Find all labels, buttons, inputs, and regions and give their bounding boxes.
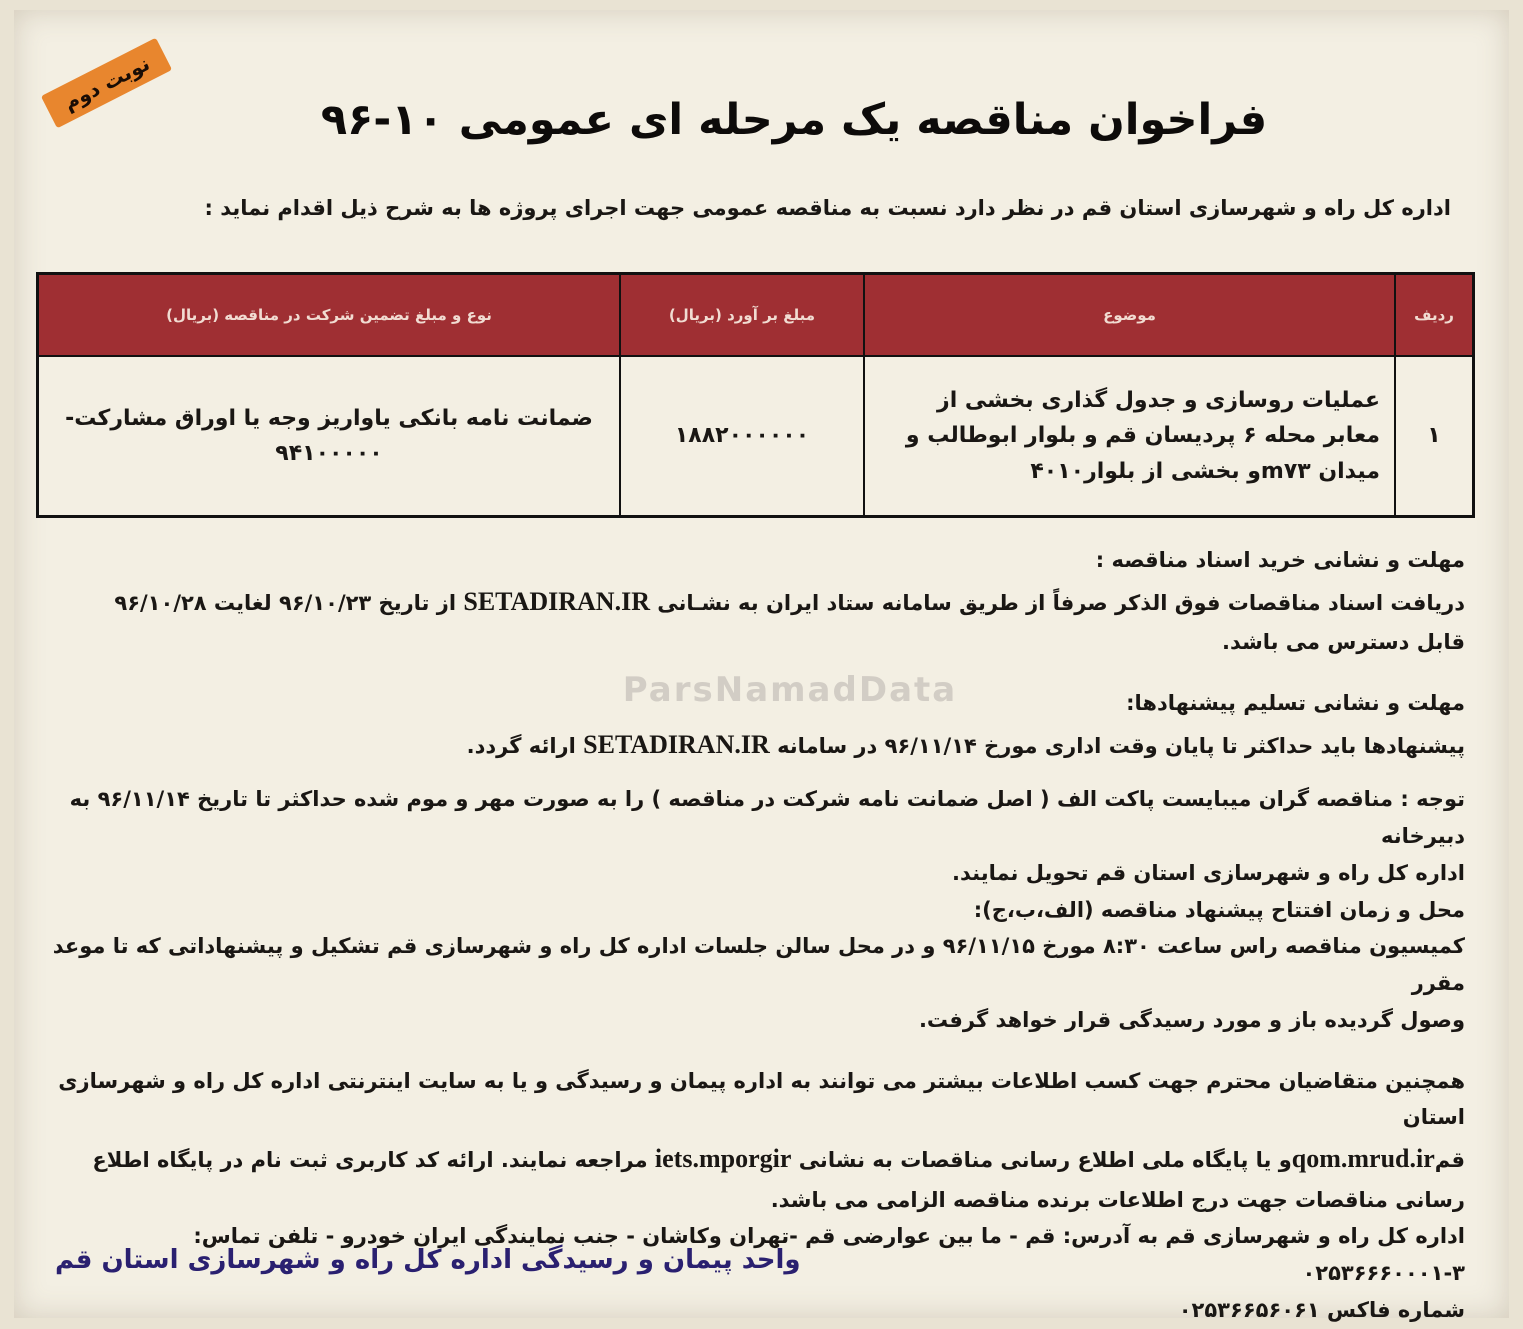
purchase-line-2: قابل دسترس می باشد. [1221, 630, 1465, 655]
cell-subject: عملیات روسازی و جدول گذاری بخشی از معابر محله ۶ پردیسان قم و بلوار ابوطالب و میدان m۷۳و بخشی از بلوار۴۰۱۰ [864, 356, 1395, 517]
submit-text-b: ارائه گردد. [466, 733, 576, 758]
qom-mrud-link[interactable]: qom.mrud.ir [1291, 1144, 1435, 1173]
header-guarantee: نوع و مبلغ تضمین شرکت در مناقصه (بریال) [38, 274, 621, 357]
table-header-row [38, 274, 1474, 357]
watermark: ParsNamadData [622, 670, 958, 710]
info-line-2 [42, 1136, 1465, 1182]
announcement-body [42, 542, 1465, 1329]
table-row [38, 356, 1474, 517]
header-estimate: مبلغ بر آورد (بریال) [620, 274, 864, 357]
submit-heading: مهلت و نشانی تسلیم پیشنهادها: [1126, 691, 1465, 715]
info-text-b: و یا پایگاه ملی اطلاع رسانی مناقصات به نشانی [798, 1148, 1292, 1172]
tender-table [36, 272, 1475, 518]
setadiran-link[interactable]: SETADIRAN.IR [463, 586, 650, 616]
footer-signature: واحد پیمان و رسیدگی اداره کل راه و شهرسازی استان قم [55, 1245, 801, 1275]
page-title: فراخوان مناقصه یک مرحله ای عمومی ۱۰-۹۶ [320, 95, 1268, 145]
info-line-1: همچنین متقاضیان محترم جهت کسب اطلاعات بیشتر می توانند به اداره پیمان و رسیدگی و یا به سایت اینترنتی اداره کل راه و شهرسازی استان [58, 1068, 1465, 1130]
note-line-2: اداره کل راه و شهرسازی استان قم تحویل نمایند. [952, 860, 1465, 885]
address-line: اداره کل راه و شهرسازی قم به آدرس: قم - ما بین عوارضی قم -تهران وکاشان - جنب نمایندگی ایران خودرو - تلفن تماس: ۳-۰۲۵۳۶۶۶۰۰۰۱ [193, 1224, 1465, 1285]
info-text-a: قم [1434, 1148, 1465, 1172]
intro-paragraph: اداره کل راه و شهرسازی استان قم در نظر دارد نسبت به مناقصه عمومی جهت اجرای پروژه ها به شرح ذیل اقدام نماید : [204, 196, 1451, 220]
purchase-text-a: دریافت اسناد مناقصات فوق الذکر صرفاً از طریق سامانه ستاد ایران به نشـانی [657, 590, 1465, 615]
cell-guarantee: ضمانت نامه بانکی یاواریز وجه یا اوراق مشارکت- ۹۴۱۰۰۰۰۰ [38, 356, 621, 517]
note-line-1: توجه : مناقصه گران میبایست پاکت الف ( اصل ضمانت نامه شرکت در مناقصه ) را به صورت مهر و موم شده حداکثر تا تاریخ ۹۶/۱۱/۱۴ به دبیرخانه [69, 787, 1465, 848]
cell-estimate: ۱۸۸۲۰۰۰۰۰۰ [620, 356, 864, 517]
second-round-badge: نوبت دوم [41, 38, 172, 129]
purchase-text-b: از تاریخ ۹۶/۱۰/۲۳ لغایت ۹۶/۱۰/۲۸ [114, 590, 457, 615]
fax-line: شماره فاکس ۰۲۵۳۶۶۵۶۰۶۱ [1178, 1297, 1465, 1322]
info-text-c: مراجعه نمایند. ارائه کد کاربری ثبت نام در پایگاه اطلاع [92, 1148, 648, 1172]
cell-row-number: ۱ [1395, 356, 1474, 517]
purchase-heading: مهلت و نشانی خرید اسناد مناقصه : [1095, 548, 1465, 572]
opening-line-2: وصول گردیده باز و مورد رسیدگی قرار خواهد گرفت. [918, 1007, 1465, 1032]
info-line-3: رسانی مناقصات جهت درج اطلاعات برنده مناقصه الزامی می باشد. [770, 1187, 1465, 1212]
opening-line-1: کمیسیون مناقصه راس ساعت ۸:۳۰ مورخ ۹۶/۱۱/۱۵ و در محل سالن جلسات اداره کل راه و شهرسازی قم تشکیل و پیشنهاداتی که تا موعد مقرر [52, 934, 1465, 995]
header-subject: موضوع [864, 274, 1395, 357]
submit-text-a: پیشنهادها باید حداکثر تا پایان وقت اداری مورخ ۹۶/۱۱/۱۴ در سامانه [777, 733, 1465, 758]
submit-line [42, 722, 1465, 768]
iets-link[interactable]: iets.mporgir [654, 1144, 792, 1173]
opening-heading: محل و زمان افتتاح پیشنهاد مناقصه (الف،ب،ج): [973, 897, 1465, 922]
header-row-number: ردیف [1395, 274, 1474, 357]
purchase-line [42, 579, 1465, 625]
setadiran-link-2[interactable]: SETADIRAN.IR [583, 729, 770, 759]
